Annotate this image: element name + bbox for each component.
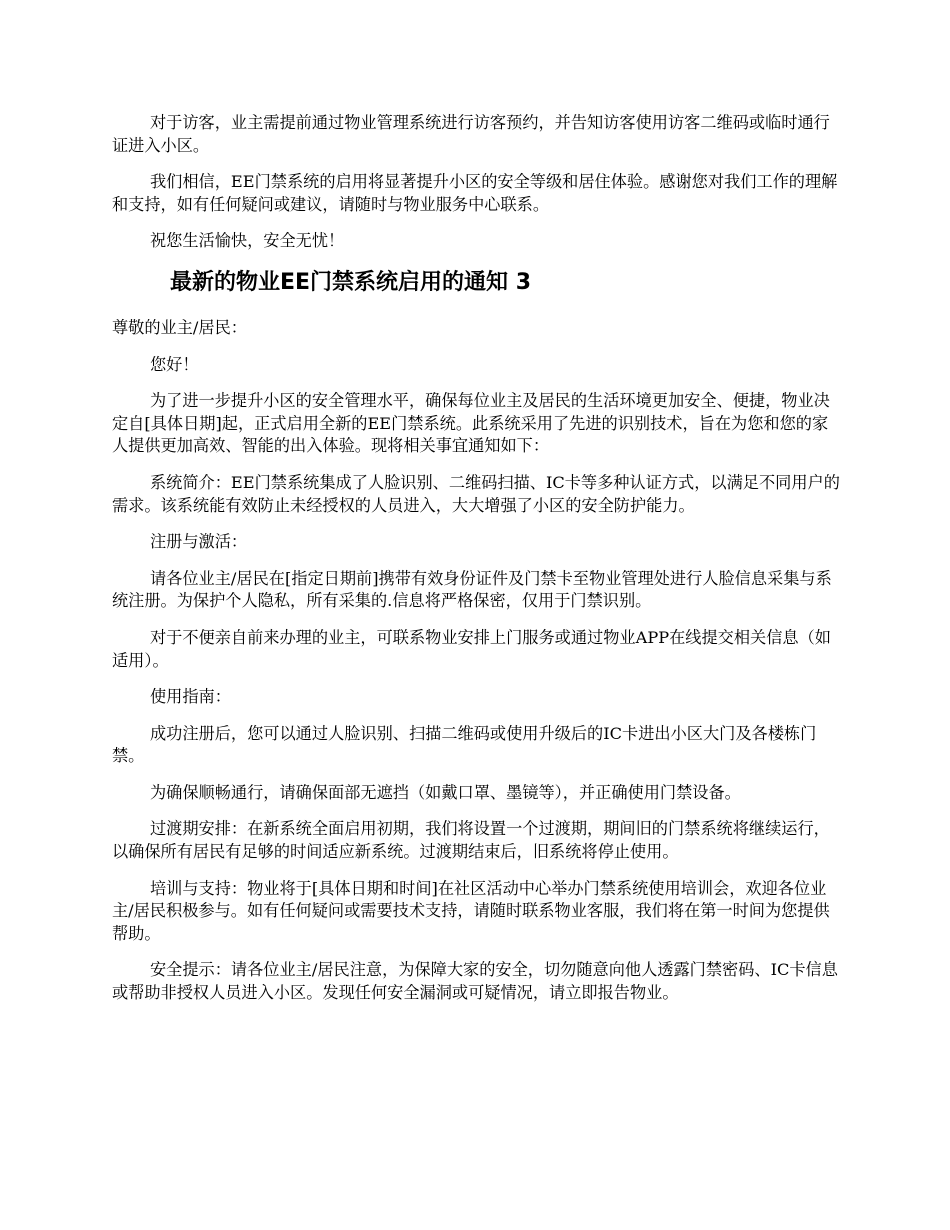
visitor-paragraph: 对于访客，业主需提前通过物业管理系统进行访客预约，并告知访客使用访客二维码或临时通行证进入小区。 <box>112 113 830 155</box>
registration-heading: 注册与激活： <box>150 532 248 552</box>
usage-paragraph: 成功注册后，您可以通过人脸识别、扫描二维码或使用升级后的IC卡进出小区大门及各楼栋门禁。 <box>112 723 817 766</box>
usage-guide-heading: 使用指南： <box>150 687 231 707</box>
training-paragraph: 培训与支持：物业将于[具体日期和时间]在社区活动中心举办门禁系统使用培训会，欢迎各位业主/居民积极参与。如有任何疑问或需要技术支持，请随时联系物业客服，我们将在第一时间为您提供帮助。 <box>112 878 830 943</box>
face-unobstructed-paragraph: 为确保顺畅通行，请确保面部无遮挡（如戴口罩、墨镜等），并正确使用门禁设备。 <box>150 782 741 802</box>
registration-paragraph: 请各位业主/居民在[指定日期前]携带有效身份证件及门禁卡至物业管理处进行人脸信息采集与系统注册。为保护个人隐私，所有采集的.信息将严格保密，仅用于门禁识别。 <box>112 568 832 611</box>
salutation: 尊敬的业主/居民： <box>112 317 247 337</box>
remote-registration-paragraph: 对于不便亲自前来办理的业主，可联系物业安排上门服务或通过物业APP在线提交相关信息（如适用）。 <box>112 627 831 670</box>
document-page <box>112 112 842 1019</box>
wishes-paragraph: 祝您生活愉快，安全无忧！ <box>150 231 345 251</box>
notice-heading: 最新的物业EE门禁系统启用的通知 3 <box>170 269 532 295</box>
system-overview-paragraph: 系统简介：EE门禁系统集成了人脸识别、二维码扫描、IC卡等多种认证方式，以满足不同用户的需求。该系统能有效防止未经授权的人员进入，大大增强了小区的安全防护能力。 <box>112 472 840 515</box>
intro-paragraph: 为了进一步提升小区的安全管理水平，确保每位业主及居民的生活环境更加安全、便捷，物业决定自[具体日期]起，正式启用全新的EE门禁系统。此系统采用了先进的识别技术，旨在为您和您的家人提供更加高效、智能的出入体验。现将相关事宜通知如下： <box>112 391 830 456</box>
safety-tip-paragraph: 安全提示：请各位业主/居民注意，为保障大家的安全，切勿随意向他人透露门禁密码、IC卡信息或帮助非授权人员进入小区。发现任何安全漏洞或可疑情况，请立即报告物业。 <box>112 960 838 1003</box>
closing-paragraph: 我们相信，EE门禁系统的启用将显著提升小区的安全等级和居住体验。感谢您对我们工作的理解和支持，如有任何疑问或建议，请随时与物业服务中心联系。 <box>112 172 838 214</box>
greeting: 您好！ <box>150 354 199 374</box>
transition-paragraph: 过渡期安排：在新系统全面启用初期，我们将设置一个过渡期，期间旧的门禁系统将继续运行，以确保所有居民有足够的时间适应新系统。过渡期结束后，旧系统将停止使用。 <box>112 819 830 862</box>
